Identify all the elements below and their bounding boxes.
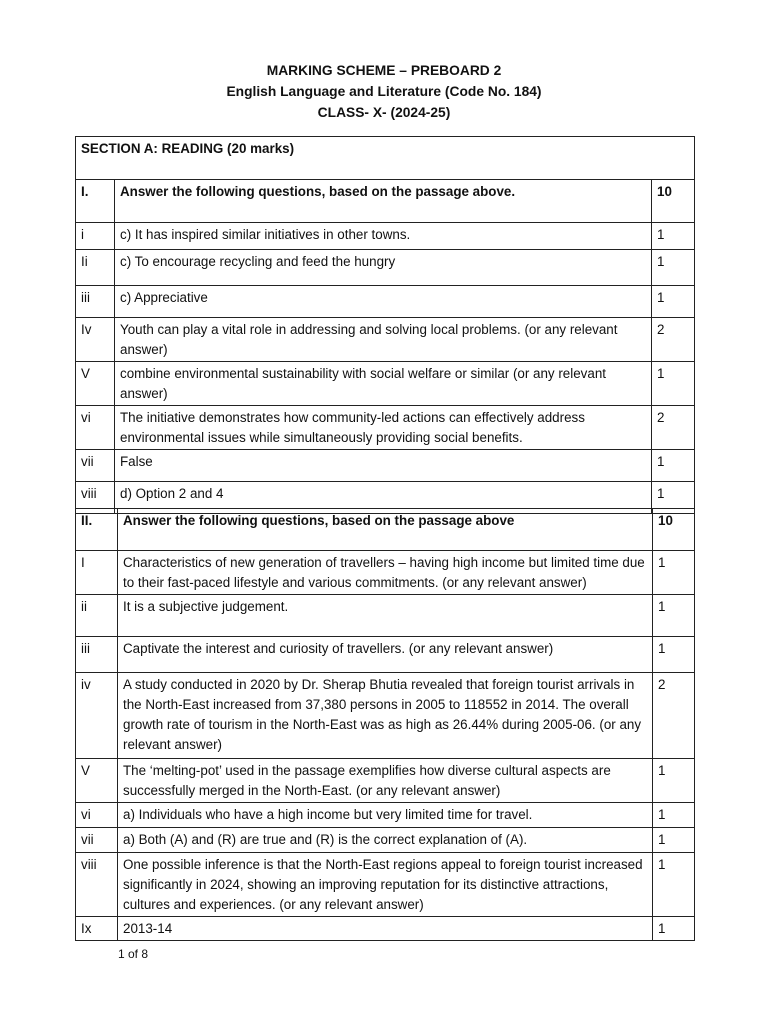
answer-text: The initiative demonstrates how community-led actions can effectively address environmental issues while simultaneously providing social benefits. [115, 406, 652, 450]
doc-subject: English Language and Literature (Code No. 184) [226, 84, 542, 99]
answer-text: False [115, 450, 652, 482]
marks-cell: 2 [652, 406, 695, 450]
question-number: iv [76, 673, 118, 759]
table-row [76, 450, 695, 482]
table-row [76, 637, 695, 673]
marks-cell: 1 [652, 286, 695, 318]
part-heading: Answer the following questions, based on the passage above. [115, 180, 652, 223]
answer-text: c) It has inspired similar initiatives in other towns. [115, 223, 652, 250]
answer-text: c) To encourage recycling and feed the hungry [115, 250, 652, 286]
answer-text: Characteristics of new generation of travellers – having high income but limited time due to their fast-paced lifestyle and various commitments. (or any relevant answer) [118, 551, 653, 595]
marks-cell: 1 [653, 759, 695, 803]
marks-cell: 1 [652, 362, 695, 406]
part-number: II. [76, 509, 118, 551]
answer-text: 2013-14 [118, 917, 653, 941]
question-number: iii [76, 637, 118, 673]
section-title-row [76, 137, 695, 180]
question-number: V [76, 362, 115, 406]
question-number: I [76, 551, 118, 595]
part-two-table [75, 508, 695, 941]
table-row [76, 286, 695, 318]
section-title: SECTION A: READING (20 marks) [76, 137, 695, 180]
part-number: I. [76, 180, 115, 223]
answer-text: c) Appreciative [115, 286, 652, 318]
question-number: viii [76, 853, 118, 917]
doc-title: MARKING SCHEME – PREBOARD 2 [266, 63, 502, 78]
marks-cell: 1 [653, 803, 695, 828]
question-number: i [76, 223, 115, 250]
marks-cell: 1 [653, 853, 695, 917]
table-row [76, 803, 695, 828]
question-number: V [76, 759, 118, 803]
question-number: viii [76, 482, 115, 514]
marks-cell: 2 [652, 318, 695, 362]
question-number: Ix [76, 917, 118, 941]
page-number: 1 of 8 [118, 947, 149, 961]
table-row [76, 759, 695, 803]
answer-text: A study conducted in 2020 by Dr. Sherap Bhutia revealed that foreign tourist arrivals in the North-East increased from 37,380 persons in 2005 to 118552 in 2014. The overall growth rate of tourism in the North-East was as high as 26.44% during 2005-06. (or any relevant answer) [118, 673, 653, 759]
marks-cell: 1 [653, 828, 695, 853]
answer-text: a) Individuals who have a high income but very limited time for travel. [118, 803, 653, 828]
question-number: vii [76, 828, 118, 853]
answer-text: The ‘melting-pot’ used in the passage exemplifies how diverse cultural aspects are successfully merged in the North-East. (or any relevant answer) [118, 759, 653, 803]
table-row [76, 551, 695, 595]
answer-text: One possible inference is that the North-East regions appeal to foreign tourist increased significantly in 2024, showing an improving reputation for its distinctive attractions, cultures and experiences. (or any relevant answer) [118, 853, 653, 917]
answer-text: combine environmental sustainability with social welfare or similar (or any relevant answer) [115, 362, 652, 406]
marks-cell: 1 [652, 482, 695, 514]
marks-cell: 1 [652, 450, 695, 482]
marks-cell: 1 [653, 917, 695, 941]
question-number: iii [76, 286, 115, 318]
question-number: ii [76, 595, 118, 637]
question-number: Iv [76, 318, 115, 362]
marks-cell: 1 [653, 551, 695, 595]
table-row [76, 828, 695, 853]
table-row [76, 362, 695, 406]
question-number: Ii [76, 250, 115, 286]
part-heading: Answer the following questions, based on the passage above [118, 509, 653, 551]
answer-text: It is a subjective judgement. [118, 595, 653, 637]
table-row [76, 853, 695, 917]
answer-text: Captivate the interest and curiosity of travellers. (or any relevant answer) [118, 637, 653, 673]
table-row [76, 673, 695, 759]
document-header [0, 60, 768, 123]
question-number: vi [76, 406, 115, 450]
answer-text: d) Option 2 and 4 [115, 482, 652, 514]
marks-cell: 1 [653, 637, 695, 673]
doc-class: CLASS- X- (2024-25) [317, 105, 451, 120]
answer-text: Youth can play a vital role in addressing and solving local problems. (or any relevant answer) [115, 318, 652, 362]
part-heading-row [76, 180, 695, 223]
section-a-table [75, 136, 695, 514]
table-row [76, 406, 695, 450]
part-marks: 10 [652, 180, 695, 223]
part-marks: 10 [653, 509, 695, 551]
question-number: vi [76, 803, 118, 828]
marks-cell: 2 [653, 673, 695, 759]
marks-cell: 1 [652, 250, 695, 286]
table-row [76, 223, 695, 250]
table-row [76, 595, 695, 637]
answer-text: a) Both (A) and (R) are true and (R) is the correct explanation of (A). [118, 828, 653, 853]
table-row [76, 250, 695, 286]
marks-cell: 1 [653, 595, 695, 637]
table-row [76, 917, 695, 941]
marks-cell: 1 [652, 223, 695, 250]
part-heading-row [76, 509, 695, 551]
question-number: vii [76, 450, 115, 482]
table-row [76, 318, 695, 362]
